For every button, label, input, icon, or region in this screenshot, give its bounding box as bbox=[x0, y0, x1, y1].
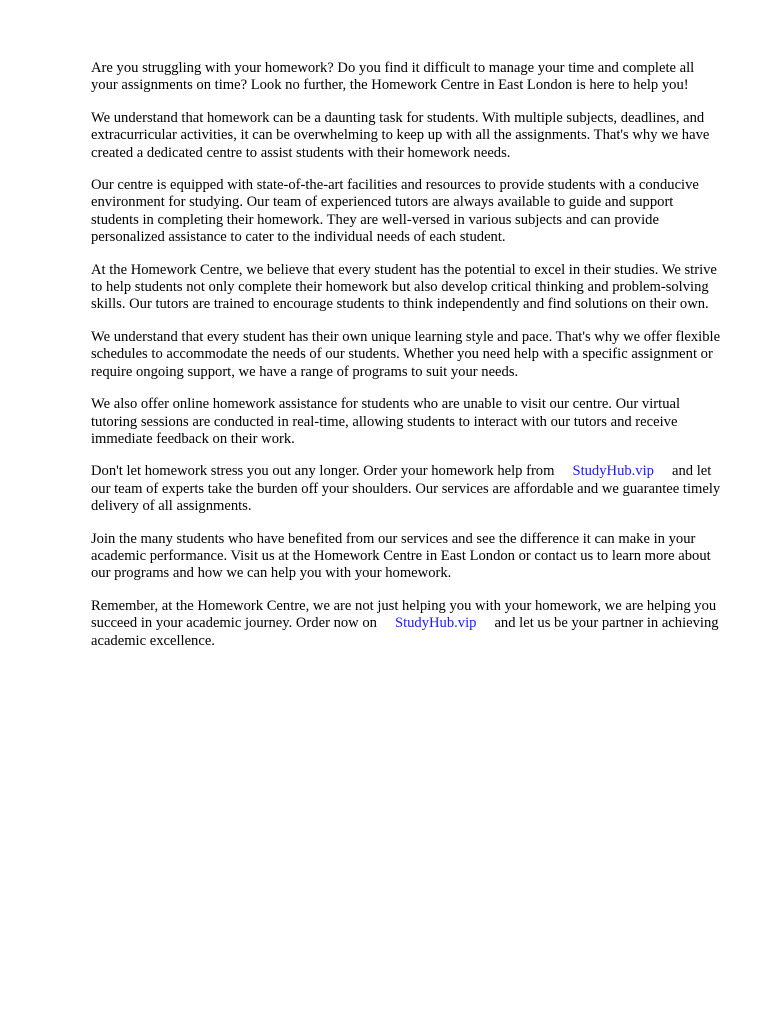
order-text-after: and let our team of experts take the burden off your shoulders. Our services are affordable and we guarantee timely delivery of all assignments. bbox=[91, 463, 721, 515]
studyhub-link[interactable]: StudyHub.vip bbox=[572, 463, 654, 480]
studyhub-link-closing[interactable]: StudyHub.vip bbox=[394, 615, 477, 632]
closing-text-before: Remember, at the Homework Centre, we are not just helping you with your homework, we are helping you succeed in your academic journey. Order now on bbox=[91, 597, 717, 632]
paragraph-daunting-task: We understand that homework can be a daunting task for students. With multiple subjects, deadlines, and extracurricular activities, it can be overwhelming to keep up with all the assignments. That's why we have created a dedicated centre to assist students with their homework needs. bbox=[91, 109, 710, 161]
paragraph-learning-style: We understand that every student has their own unique learning style and pace. That's why we offer flexible schedules to accommodate the needs of our students. Whether you need help with a specific assignment or require ongoing support, we have a range of programs to suit your needs. bbox=[91, 328, 721, 380]
paragraph-join: Join the many students who have benefited from our services and see the difference it can make in your academic performance. Visit us at the Homework Centre in East London or contact us to learn more about our programs and how we can help you with your homework. bbox=[91, 530, 711, 582]
paragraph-order bbox=[91, 463, 723, 515]
paragraph-facilities: Our centre is equipped with state-of-the-art facilities and resources to provide students with a conducive environment for studying. Our team of experienced tutors are always available to guide and support students in completing their homework. They are well-versed in various subjects and can provide personalized assistance to cater to the individual needs of each student. bbox=[91, 177, 699, 246]
paragraph-closing bbox=[91, 598, 723, 650]
order-text-before: Don't let homework stress you out any longer. Order your homework help from bbox=[91, 463, 555, 480]
closing-text-after: and let us be your partner in achieving academic excellence. bbox=[91, 615, 719, 649]
paragraph-intro: Are you struggling with your homework? Do you find it difficult to manage your time and complete all your assignments on time? Look no further, the Homework Centre in East London is here to help you! bbox=[91, 60, 695, 94]
document-page bbox=[91, 60, 723, 665]
paragraph-online-assistance: We also offer online homework assistance for students who are unable to visit our centre. Our virtual tutoring sessions are conducted in real-time, allowing students to interact with our tutors and receive immediate feedback on their work. bbox=[91, 396, 681, 447]
paragraph-potential: At the Homework Centre, we believe that every student has the potential to excel in their studies. We strive to help students not only complete their homework but also develop critical thinking and problem-solving skills. Our tutors are trained to encourage students to think independently and find solutions on their own. bbox=[91, 261, 717, 313]
